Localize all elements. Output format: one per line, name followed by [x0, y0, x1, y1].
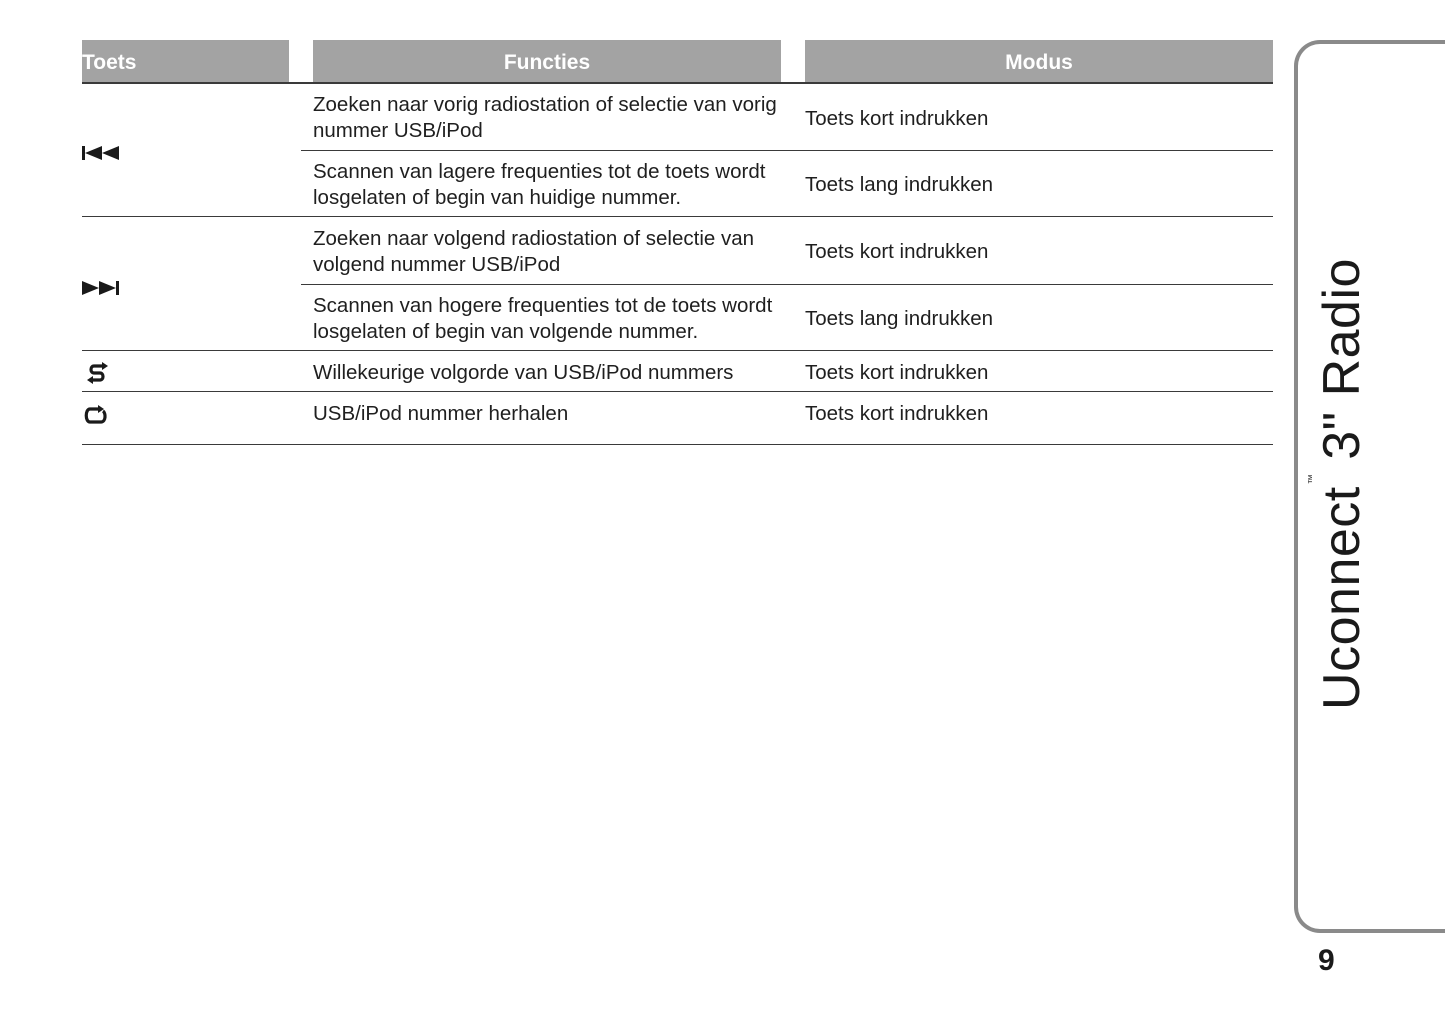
- repeat-icon: [82, 404, 112, 426]
- header-divider: [82, 82, 1273, 84]
- header-functies: [313, 40, 781, 82]
- mode-cell: Toets kort indrukken: [805, 240, 989, 263]
- function-cell: Scannen van lagere frequenties tot de toets wordt losgelaten of begin van huidige nummer.: [313, 160, 766, 209]
- table-bottom-rule: [82, 444, 1273, 445]
- row-divider: [301, 150, 1273, 151]
- header-modus: [805, 40, 1273, 82]
- group-divider: [82, 391, 1273, 392]
- header-toets-label: Toets: [82, 51, 137, 74]
- trademark-mark: ™: [1306, 473, 1318, 485]
- previous-track-icon: [82, 145, 122, 161]
- chapter-title: [1306, 258, 1372, 710]
- page-number: 9: [1318, 944, 1335, 977]
- function-cell: Scannen van hogere frequenties tot de toets wordt losgelaten of begin van volgende nummer.: [313, 294, 773, 343]
- next-track-icon: [82, 280, 122, 296]
- mode-cell: Toets kort indrukken: [805, 361, 989, 384]
- row-divider: [301, 284, 1273, 285]
- function-cell: Willekeurige volgorde van USB/iPod nummers: [313, 361, 734, 384]
- shuffle-icon: [82, 362, 112, 384]
- header-modus-label: Modus: [1005, 51, 1073, 74]
- function-cell: USB/iPod nummer herhalen: [313, 402, 569, 425]
- group-divider: [82, 350, 1273, 351]
- function-cell: Zoeken naar volgend radiostation of selectie van volgend nummer USB/iPod: [313, 227, 755, 276]
- function-cell: Zoeken naar vorig radiostation of selectie van vorig nummer USB/iPod: [313, 93, 777, 142]
- mode-cell: Toets lang indrukken: [805, 307, 994, 330]
- mode-cell: Toets kort indrukken: [805, 107, 989, 130]
- chapter-title-subtitle: 3" Radio: [1313, 258, 1371, 460]
- group-divider: [82, 216, 1273, 217]
- chapter-title-brand: Uconnect: [1313, 486, 1371, 710]
- mode-cell: Toets kort indrukken: [805, 402, 989, 425]
- header-functies-label: Functies: [503, 51, 591, 74]
- header-toets: [82, 40, 289, 82]
- mode-cell: Toets lang indrukken: [805, 173, 994, 196]
